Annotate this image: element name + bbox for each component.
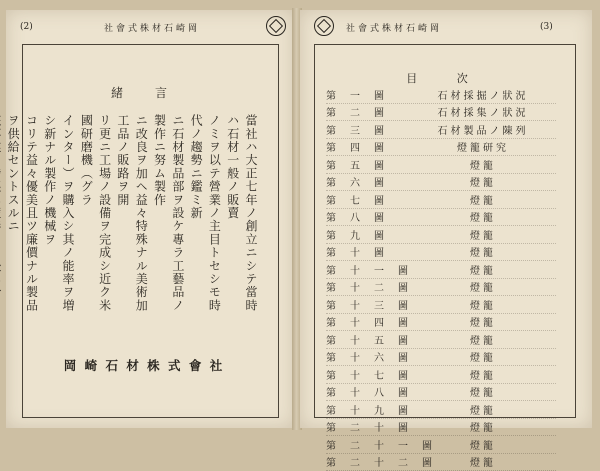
toc-figure-number: 第 二 圖 xyxy=(326,104,410,119)
toc-row xyxy=(326,121,556,139)
toc-figure-number: 第 二 十 二 圖 xyxy=(326,454,410,469)
toc-figure-number: 第 五 圖 xyxy=(326,157,410,172)
toc-row xyxy=(326,244,556,262)
toc-figure-title: 燈籠 xyxy=(410,402,556,417)
toc-figure-title: 燈籠 xyxy=(410,262,556,277)
toc-figure-title: 石材製品ノ陳列 xyxy=(410,122,556,137)
toc-figure-number: 第 三 圖 xyxy=(326,122,410,137)
toc-figure-title: 燈籠 xyxy=(410,209,556,224)
toc-title: 目 次 xyxy=(300,70,592,86)
toc-figure-title: 燈籠 xyxy=(410,192,556,207)
toc-figure-number: 第 一 圖 xyxy=(326,87,410,102)
right-page-header: 岡崎石材株式會社 xyxy=(346,21,442,34)
toc-figure-number: 第 十 圖 xyxy=(326,244,410,259)
left-page-header: 岡崎石材株式會社 xyxy=(104,21,200,34)
toc-row xyxy=(326,401,556,419)
toc-row xyxy=(326,174,556,192)
toc-figure-number: 第 九 圖 xyxy=(326,227,410,242)
toc-figure-number: 第 十 四 圖 xyxy=(326,314,410,329)
company-name: 岡 崎 石 材 株 式 會 社 xyxy=(0,356,288,374)
preface-title: 緒 言 xyxy=(0,84,288,101)
toc-row xyxy=(326,226,556,244)
left-page-number: (2) xyxy=(20,22,33,32)
toc-row xyxy=(326,139,556,157)
toc-figure-title: 燈籠 xyxy=(410,367,556,382)
toc-figure-number: 第 十 八 圖 xyxy=(326,384,410,399)
toc-row xyxy=(326,349,556,367)
toc-figure-title: 燈籠 xyxy=(410,227,556,242)
toc-row xyxy=(326,436,556,454)
toc-row xyxy=(326,366,556,384)
toc-figure-title: 燈籠 xyxy=(410,174,556,189)
toc-figure-number: 第 十 三 圖 xyxy=(326,297,410,312)
toc-figure-title: 燈籠 xyxy=(410,279,556,294)
toc-row xyxy=(326,86,556,104)
toc-figure-title: 燈籠 xyxy=(410,314,556,329)
toc-figure-title: 燈籠 xyxy=(410,349,556,364)
toc-list xyxy=(326,86,556,471)
toc-figure-title: 石材採掘ノ狀況 xyxy=(410,87,556,102)
toc-row xyxy=(326,279,556,297)
toc-figure-title: 燈籠 xyxy=(410,332,556,347)
left-crest-icon xyxy=(266,16,286,36)
toc-row xyxy=(326,454,556,471)
preface-column: ノミヲ以テ營業ノ主目トセシモ時代ノ趨勢ニ鑑ミ新 xyxy=(187,114,224,324)
toc-row xyxy=(326,209,556,227)
toc-row xyxy=(326,156,556,174)
preface-column: リ更ニ工場ノ設備ヲ完成シ近ク米國研磨機（グラ xyxy=(77,114,114,324)
preface-column: ニ改良ヲ加ヘ益々特殊ナル美術加工品ノ販路ヲ開 xyxy=(114,114,151,324)
toc-figure-number: 第 十 六 圖 xyxy=(326,349,410,364)
preface-column: 當社ハ大正七年ノ創立ニシテ當時ハ石材一般ノ販賣 xyxy=(223,114,260,324)
toc-row xyxy=(326,261,556,279)
preface-column: コリテ益々優美且ツ廉價ナル製品ヲ供給セントスルニ xyxy=(4,114,41,324)
right-page-number: (3) xyxy=(540,22,553,32)
toc-figure-number: 第 十 一 圖 xyxy=(326,262,410,277)
toc-figure-title: 石材採集ノ狀況 xyxy=(410,104,556,119)
toc-figure-title: 燈籠 xyxy=(410,384,556,399)
toc-figure-title: 燈籠 xyxy=(410,454,556,469)
toc-figure-title: 燈籠研究 xyxy=(410,139,556,154)
toc-figure-title: 燈籠 xyxy=(410,244,556,259)
toc-figure-number: 第 四 圖 xyxy=(326,139,410,154)
toc-figure-number: 第 十 七 圖 xyxy=(326,367,410,382)
toc-figure-number: 第 十 二 圖 xyxy=(326,279,410,294)
preface-column xyxy=(0,114,4,324)
toc-row xyxy=(326,419,556,437)
toc-row xyxy=(326,191,556,209)
toc-figure-number: 第 七 圖 xyxy=(326,192,410,207)
right-crest-icon xyxy=(314,16,334,36)
toc-row xyxy=(326,104,556,122)
toc-figure-number: 第 十 五 圖 xyxy=(326,332,410,347)
toc-row xyxy=(326,331,556,349)
toc-figure-title: 燈籠 xyxy=(410,157,556,172)
preface-column: インター）ヲ購入シ其ノ能率ヲ増シ新ナル製作ノ機械ヲ xyxy=(40,114,77,324)
toc-row xyxy=(326,384,556,402)
toc-figure-title: 燈籠 xyxy=(410,437,556,452)
toc-row xyxy=(326,314,556,332)
toc-figure-title: 燈籠 xyxy=(410,419,556,434)
toc-figure-number: 第 二 十 一 圖 xyxy=(326,437,410,452)
toc-figure-number: 第 六 圖 xyxy=(326,174,410,189)
toc-figure-number: 第 十 九 圖 xyxy=(326,402,410,417)
toc-figure-number: 第 二 十 圖 xyxy=(326,419,410,434)
toc-figure-number: 第 八 圖 xyxy=(326,209,410,224)
preface-column: ニ石材製品部ヲ設ケ專ラ工藝品ノ製作ニ努ム製作 xyxy=(150,114,187,324)
preface-body xyxy=(24,114,260,324)
toc-figure-title: 燈籠 xyxy=(410,297,556,312)
toc-row xyxy=(326,296,556,314)
